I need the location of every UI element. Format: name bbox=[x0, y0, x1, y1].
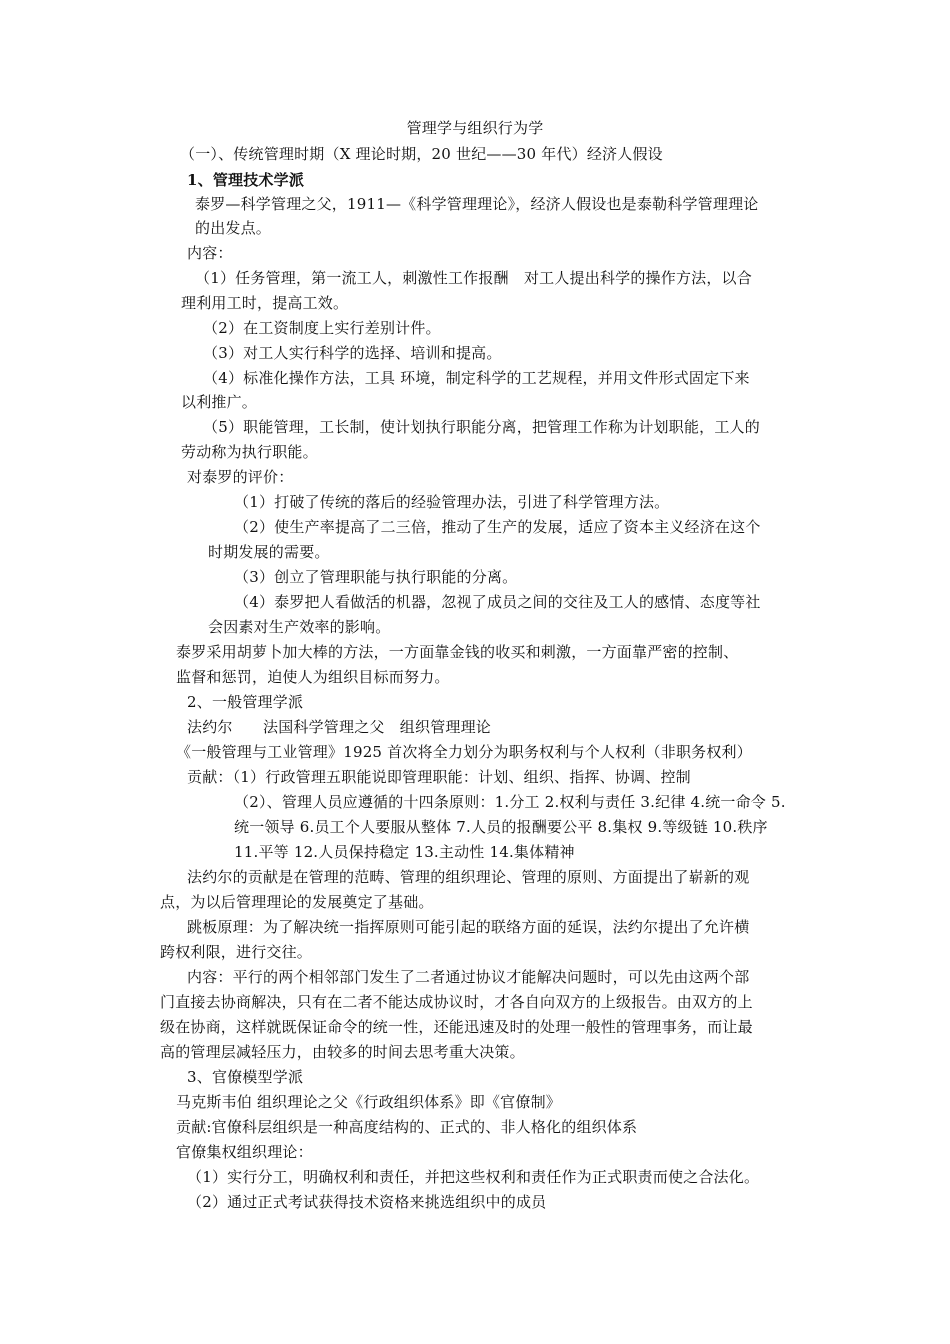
school2-book: 《一般管理与工业管理》1925 首次将全力划分为职务权利与个人权利（非职务权利） bbox=[176, 743, 752, 761]
eval-item-1: （1）打破了传统的落后的经验管理办法，引进了科学管理方法。 bbox=[234, 493, 670, 511]
bridge-content-line2: 门直接去协商解决，只有在二者不能达成协议时，才各自向双方的上级报告。由双方的上 bbox=[160, 993, 753, 1011]
school1-summary-line2: 监督和惩罚，迫使人为组织目标而努力。 bbox=[176, 668, 450, 686]
school3-item-2: （2）通过正式考试获得技术资格来挑选组织中的成员 bbox=[187, 1193, 547, 1211]
school1-intro-line1: 泰罗—科学管理之父，1911—《科学管理理论》，经济人假设也是泰勒科学管理理论 bbox=[195, 195, 759, 213]
bridge-principle-line1: 跳板原理：为了解决统一指挥原则可能引起的联络方面的延误，法约尔提出了允许横 bbox=[187, 918, 750, 936]
content-item-2: （2）在工资制度上实行差别计件。 bbox=[203, 319, 441, 337]
school3-theory-label: 官僚集权组织理论： bbox=[176, 1143, 313, 1161]
school2-assessment-line2: 点，为以后管理理论的发展奠定了基础。 bbox=[160, 893, 434, 911]
bridge-principle-line2: 跨权利限，进行交往。 bbox=[160, 943, 313, 961]
school3-item-1: （1）实行分工，明确权利和责任，并把这些权利和责任作为正式职责而使之合法化。 bbox=[187, 1168, 760, 1186]
eval-item-3: （3）创立了管理职能与执行职能的分离。 bbox=[234, 568, 518, 586]
school2-heading: 2、一般管理学派 bbox=[187, 693, 304, 711]
school2-assessment-line1: 法约尔的贡献是在管理的范畴、管理的组织理论、管理的原则、方面提出了崭新的观 bbox=[187, 868, 750, 886]
school1-intro-line2: 的出发点。 bbox=[195, 219, 272, 237]
content-item-4-line2: 以利推广。 bbox=[181, 393, 258, 411]
eval-item-4-line2: 会因素对生产效率的影响。 bbox=[208, 618, 391, 636]
school3-person: 马克斯韦伯 组织理论之父《行政组织体系》即《官僚制》 bbox=[176, 1093, 561, 1111]
eval-item-2-line1: （2）使生产率提高了二三倍，推动了生产的发展，适应了资本主义经济在这个 bbox=[234, 518, 761, 536]
eval-item-2-line2: 时期发展的需要。 bbox=[208, 543, 330, 561]
document-title: 管理学与组织行为学 bbox=[406, 119, 544, 137]
school1-summary-line1: 泰罗采用胡萝卜加大棒的方法，一方面靠金钱的收买和刺激，一方面靠严密的控制、 bbox=[176, 643, 739, 661]
content-item-1-line2: 理利用工时，提高工效。 bbox=[181, 294, 349, 312]
school3-heading: 3、官僚模型学派 bbox=[187, 1068, 304, 1086]
content-item-5-line1: （5）职能管理，工长制，使计划执行职能分离，把管理工作称为计划职能，工人的 bbox=[203, 418, 760, 436]
section-heading: （一）、传统管理时期（X 理论时期，20 世纪——30 年代）经济人假设 bbox=[180, 145, 663, 163]
bridge-content-line1: 内容：平行的两个相邻部门发生了二者通过协议才能解决问题时，可以先由这两个部 bbox=[187, 968, 750, 986]
content-item-1-line1: （1）任务管理，第一流工人，刺激性工作报酬 对工人提出科学的操作方法，以合 bbox=[195, 269, 752, 287]
school2-contribution-1: 贡献：（1）行政管理五职能说即管理职能：计划、组织、指挥、协调、控制 bbox=[187, 768, 691, 786]
bridge-content-line3: 级在协商，这样就既保证命令的统一性，还能迅速及时的处理一般性的管理事务，而让最 bbox=[160, 1018, 753, 1036]
eval-label: 对泰罗的评价： bbox=[187, 468, 294, 486]
bridge-content-line4: 高的管理层减轻压力，由较多的时间去思考重大决策。 bbox=[160, 1043, 525, 1061]
school2-contribution-2-line2: 统一领导 6.员工个人要服从整体 7.人员的报酬要公平 8.集权 9.等级链 10.秩序 bbox=[234, 818, 768, 836]
school2-contribution-2-line1: （2）、管理人员应遵循的十四条原则：1.分工 2.权利与责任 3.纪律 4.统一命令 5. bbox=[234, 793, 786, 811]
eval-item-4-line1: （4）泰罗把人看做活的机器，忽视了成员之间的交往及工人的感情、态度等社 bbox=[234, 593, 761, 611]
school3-contribution: 贡献:官僚科层组织是一种高度结构的、正式的、非人格化的组织体系 bbox=[176, 1118, 638, 1136]
school1-content-label: 内容： bbox=[187, 244, 233, 262]
content-item-5-line2: 劳动称为执行职能。 bbox=[181, 443, 318, 461]
content-item-4-line1: （4）标准化操作方法，工具 环境，制定科学的工艺规程，并用文件形式固定下来 bbox=[203, 369, 750, 387]
school2-contribution-2-line3: 11.平等 12.人员保持稳定 13.主动性 14.集体精神 bbox=[234, 843, 575, 861]
content-item-3: （3）对工人实行科学的选择、培训和提高。 bbox=[203, 344, 502, 362]
school1-heading: 1、管理技术学派 bbox=[187, 171, 305, 189]
school2-person: 法约尔 法国科学管理之父 组织管理理论 bbox=[187, 718, 492, 736]
